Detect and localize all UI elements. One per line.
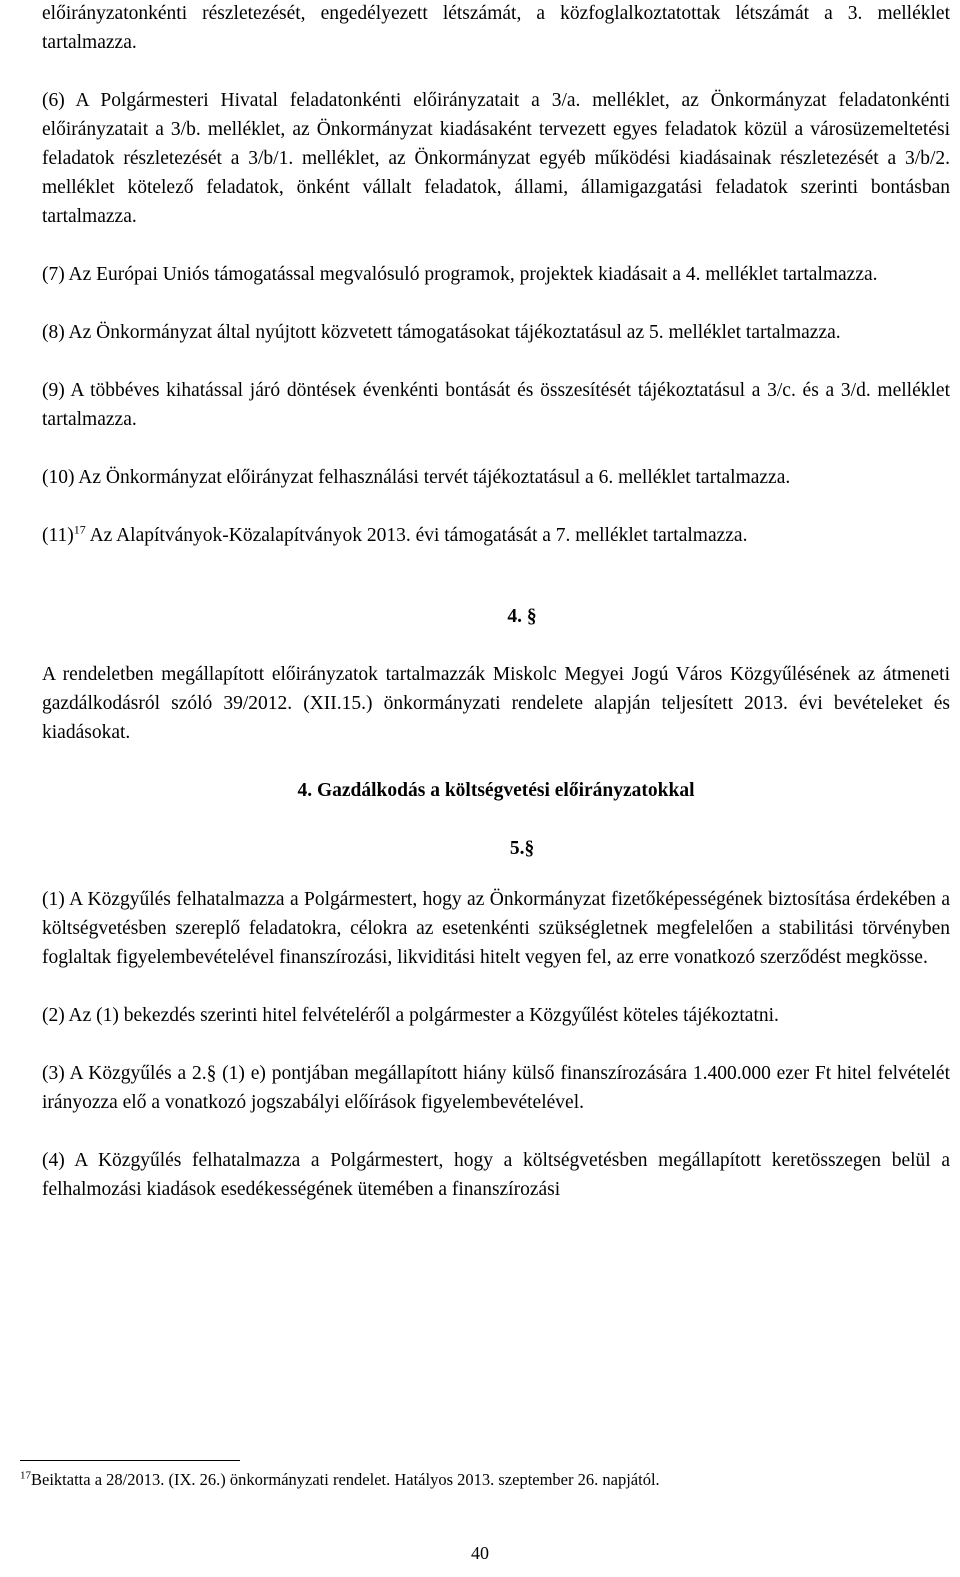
paragraph-10: (10) Az Önkormányzat előirányzat felhasználási tervét tájékoztatásul a 6. melléklet tartalmazza. [42,467,791,488]
spacer [42,1117,950,1146]
paragraph-6: (6) A Polgármesteri Hivatal feladatonkénti előirányzatait a 3/a. melléklet, az Önkormányzat feladatonkénti előirányzatait a 3/b. melléklet, az Önkormányzat kiadásaként tervezett egyes feladatok közül a városüzemeltetési feladatok részletezését a 3/b/1. melléklet, az Önkormányzat egyéb működési kiadásainak részletezését a 3/b/2. melléklet kötelező feladatok, önként vállalt feladatok, állami, államigazgatási feladatok szerinti bontásban tartalmazza. [42,90,950,227]
spacer [42,347,950,376]
section-4-number: 4. § [507,606,537,627]
chapter-heading: 4. Gazdálkodás a költségvetési előirányzatokkal [297,780,695,801]
section-5-number: 5.§ [509,838,535,859]
spacer [42,231,950,260]
document-body [42,0,950,1204]
spacer [42,972,950,1001]
spacer [42,805,950,834]
spacer [42,289,950,318]
paragraph-11-prefix: (11) [42,525,74,546]
footnote [20,1469,940,1491]
spacer [42,550,950,602]
spacer [42,631,950,660]
spacer [42,57,950,86]
paragraph-7: (7) Az Európai Uniós támogatással megvalósuló programok, projektek kiadásait a 4. melléklet tartalmazza. [42,264,878,285]
section-4-text: A rendeletben megállapított előirányzatok tartalmazzák Miskolc Megyei Jogú Város Közgyűlésének az átmeneti gazdálkodásról szóló 39/2012. (XII.15.) önkormányzati rendelete alapján teljesített 2013. évi bevételeket és kiadásokat. [42,664,950,743]
paragraph-continuation: előirányzatonkénti részletezését, engedélyezett létszámát, a közfoglalkoztatottak létszámát a 3. melléklet tartalmazza. [42,3,950,53]
footnote-text: Beiktatta a 28/2013. (IX. 26.) önkormányzati rendelet. Hatályos 2013. szeptember 26. napjától. [31,1470,660,1489]
section-5-paragraph-2: (2) Az (1) bekezdés szerinti hitel felvételéről a polgármester a Közgyűlést köteles tájékoztatni. [42,1005,779,1026]
section-5-paragraph-4: (4) A Közgyűlés felhatalmazza a Polgármestert, hogy a költségvetésben megállapított keretösszegen belül a felhalmozási kiadások esedékességének ütemében a finanszírozási [42,1150,950,1200]
footnote-number: 17 [20,1469,31,1482]
footnote-reference[interactable]: 17 [73,522,86,537]
page-number: 40 [471,1543,489,1563]
spacer [42,863,950,885]
spacer [42,747,950,776]
paragraph-8: (8) Az Önkormányzat által nyújtott közvetett támogatásokat tájékoztatásul az 5. melléklet tartalmazza. [42,322,841,343]
spacer [42,1030,950,1059]
paragraph-11 [42,521,950,550]
paragraph-11-text: Az Alapítványok-Közalapítványok 2013. évi támogatását a 7. melléklet tartalmazza. [85,525,748,546]
footnote-separator [20,1460,240,1461]
paragraph-9: (9) A többéves kihatással járó döntések évenkénti bontását és összesítését tájékoztatásul a 3/c. és a 3/d. melléklet tartalmazza. [42,380,950,430]
section-5-paragraph-3: (3) A Közgyűlés a 2.§ (1) e) pontjában megállapított hiány külső finanszírozására 1.400.000 ezer Ft hitel felvételét irányozza elő a vonatkozó jogszabályi előírások figyelembevételével. [42,1063,950,1113]
spacer [42,492,950,521]
spacer [42,434,950,463]
section-5-paragraph-1: (1) A Közgyűlés felhatalmazza a Polgármestert, hogy az Önkormányzat fizetőképességének biztosítása érdekében a költségvetésben szereplő feladatokra, célokra az esetenkénti szükségletnek megfelelően a stabilitási törvényben foglaltak figyelembevételével finanszírozási, likviditási hitelt vegyen fel, az erre vonatkozó szerződést megkösse. [42,889,950,968]
